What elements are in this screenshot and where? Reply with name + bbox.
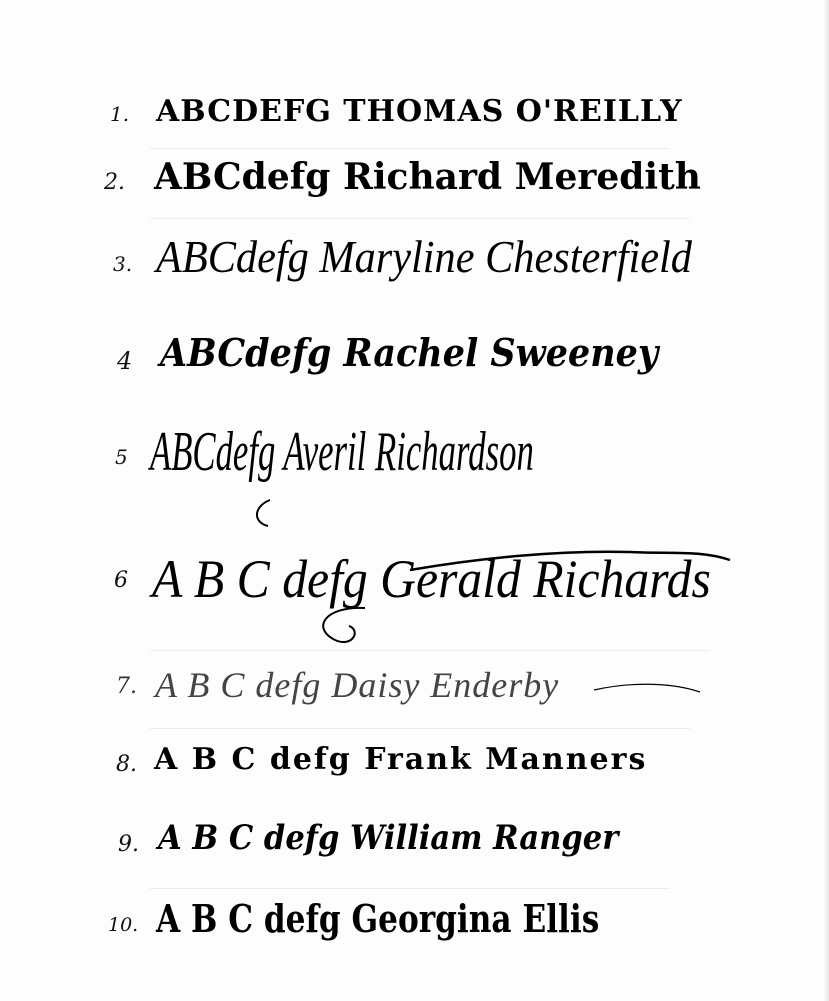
guide-line xyxy=(150,218,690,219)
sample-text: ABCdefg Averil Richardson xyxy=(150,421,534,483)
sample-number: 1. xyxy=(110,102,130,126)
flourish-swash xyxy=(305,600,425,660)
sample-number: 8. xyxy=(116,752,137,777)
sample-text: ABCDEFG THOMAS O'REILLY xyxy=(156,94,683,129)
sample-text: A B C defg Daisy Enderby xyxy=(155,665,560,705)
sample-text: ABCdefg Richard Meredith xyxy=(154,156,701,198)
sample-number: 4 xyxy=(117,347,133,375)
sample-text: ABCdefg Maryline Chesterfield xyxy=(156,231,692,282)
sample-number: 6 xyxy=(114,568,128,593)
sample-number: 5 xyxy=(115,445,128,469)
sample-number: 10. xyxy=(108,914,139,936)
paper-edge xyxy=(823,0,829,1001)
guide-line xyxy=(150,888,670,889)
flourish-swash xyxy=(590,676,710,706)
sample-text: A B C defg Gerald Richards xyxy=(152,549,711,609)
guide-line xyxy=(150,650,710,651)
sample-number: 9. xyxy=(118,832,139,857)
guide-line xyxy=(150,728,690,729)
sample-number: 3. xyxy=(113,252,133,276)
sample-text: A B C defg Georgina Ellis xyxy=(156,896,600,941)
sample-text: A B C defg William Ranger xyxy=(158,818,619,858)
flourish-swash xyxy=(400,540,740,580)
sample-number: 2. xyxy=(104,170,125,195)
sample-number: 7. xyxy=(116,674,137,699)
flourish-swash xyxy=(250,492,310,542)
sample-text: A B C defg Frank Manners xyxy=(154,742,648,777)
guide-line xyxy=(150,148,670,149)
sample-text: ABCdefg Rachel Sweeney xyxy=(160,330,659,375)
